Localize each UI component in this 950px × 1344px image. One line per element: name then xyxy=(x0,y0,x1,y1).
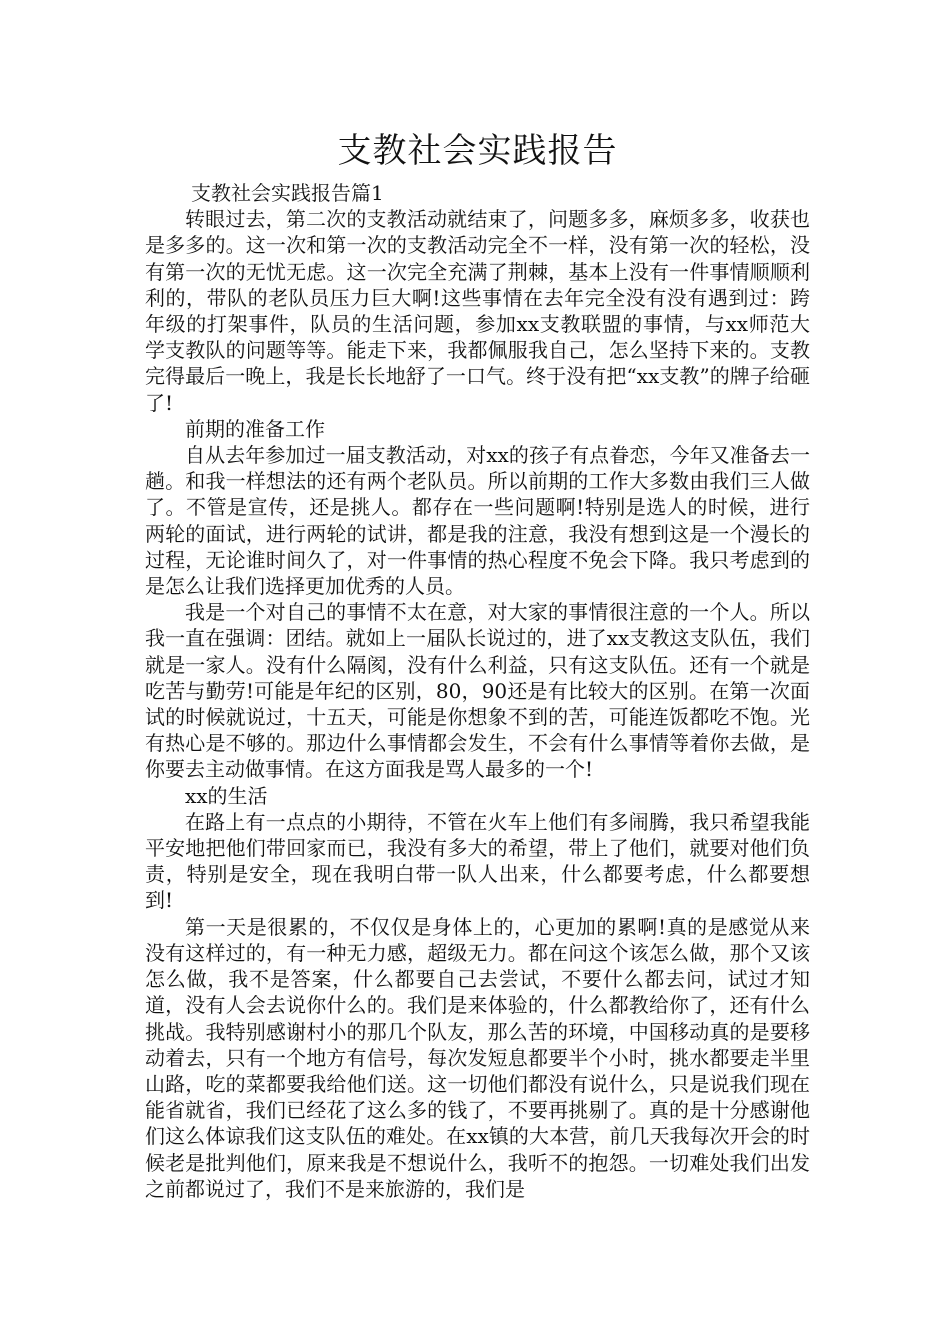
preparation-paragraph-2: 我是一个对自己的事情不太在意，对大家的事情很注意的一个人。所以我一直在强调：团结。就如上一届队长说过的，进了xx支教这支队伍，我们就是一家人。没有什么隔阂，没有什么利益，只有这支队伍。还有一个就是吃苦与勤劳!可能是年纪的区别，80，90还是有比较大的区别。在第一次面试的时候就说过，十五天，可能是你想象不到的苦，可能连饭都吃不饱。光有热心是不够的。那边什么事情都会发生，不会有什么事情等着你去做，是你要去主动做事情。在这方面我是骂人最多的一个! xyxy=(145,600,810,782)
subsection-heading-preparation: 前期的准备工作 xyxy=(185,416,325,441)
life-paragraph-1: 在路上有一点点的小期待，不管在火车上他们有多闹腾，我只希望我能平安地把他们带回家而已，我没有多大的希望，带上了他们，就要对他们负责，特别是安全，现在我明白带一队人出来，什么都要考虑，什么都要想到! xyxy=(145,809,810,913)
intro-paragraph: 转眼过去，第二次的支教活动就结束了，问题多多，麻烦多多，收获也是多多的。这一次和第一次的支教活动完全不一样，没有第一次的轻松，没有第一次的无忧无虑。这一次完全充满了荆棘，基本上没有一件事情顺顺利利的，带队的老队员压力巨大啊!这些事情在去年完全没有没有遇到过：跨年级的打架事件，队员的生活问题，参加xx支教联盟的事情，与xx师范大学支教队的问题等等。能走下来，我都佩服我自己，怎么坚持下来的。支教完得最后一晚上，我是长长地舒了一口气。终于没有把“xx支教”的牌子给砸了! xyxy=(145,207,810,415)
life-paragraph-2: 第一天是很累的，不仅仅是身体上的，心更加的累啊!真的是感觉从来没有这样过的，有一种无力感，超级无力。都在问这个该怎么做，那个又该怎么做，我不是答案，什么都要自己去尝试，不要什么都去问，试过才知道，没有人会去说你什么的。我们是来体验的，什么都教给你了，还有什么挑战。我特别感谢村小的那几个队友，那么苦的环境，中国移动真的是要移动着去，只有一个地方有信号，每次发短息都要半个小时，挑水都要走半里山路，吃的菜都要我给他们送。这一切他们都没有说什么，只是说我们现在能省就省，我们已经花了这么多的钱了，不要再挑剔了。真的是十分感谢他们这么体谅我们这支队伍的难处。在xx镇的大本营，前几天我每次开会的时候老是批判他们，原来我是不想说什么，我听不的抱怨。一切难处我们出发之前都说过了，我们不是来旅游的，我们是 xyxy=(145,914,810,1201)
document-title: 支教社会实践报告 xyxy=(337,131,618,171)
section-heading: 支教社会实践报告篇1 xyxy=(191,181,384,205)
subsection-heading-life: xx的生活 xyxy=(185,783,268,808)
document-page xyxy=(145,128,810,1202)
preparation-paragraph-1: 自从去年参加过一届支教活动，对xx的孩子有点眷恋，今年又准备去一趟。和我一样想法的还有两个老队员。所以前期的工作大多数由我们三人做了。不管是宣传，还是挑人。都存在一些问题啊!特别是选人的时候，进行两轮的面试，进行两轮的试讲，都是我的注意，我没有想到这是一个漫长的过程，无论谁时间久了，对一件事情的热心程度不免会下降。我只考虑到的是怎么让我们选择更加优秀的人员。 xyxy=(145,443,810,599)
